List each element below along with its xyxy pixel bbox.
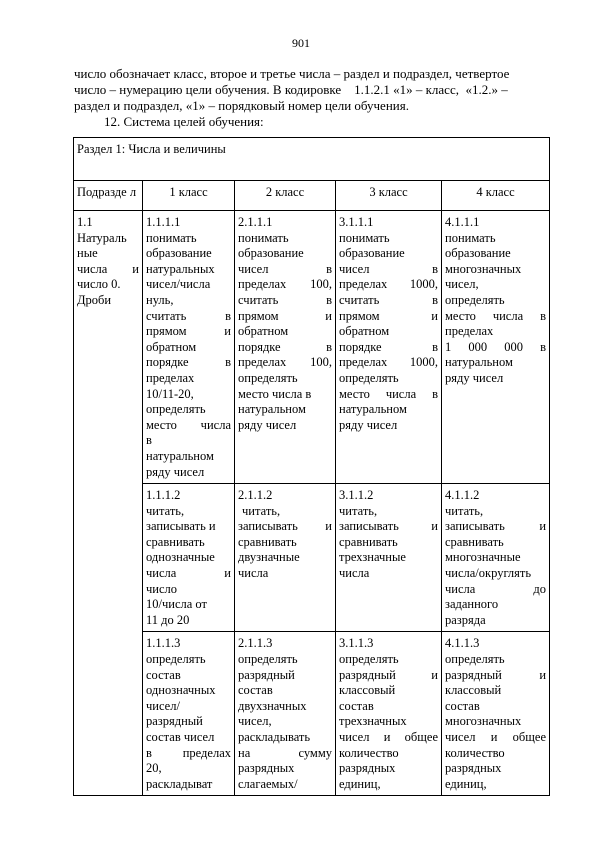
- goal-text-line: читать,: [146, 503, 185, 518]
- goal-text-line: трехзначные: [339, 550, 406, 565]
- goal-text-line: считать в: [146, 308, 231, 323]
- goal-text-line: 10/числа от: [146, 597, 207, 612]
- goal-text-line: раскладыват: [146, 776, 213, 791]
- goal-text-line: записывать и: [146, 519, 216, 534]
- learning-goals-table: [73, 137, 550, 796]
- goal-text-line: числа до: [445, 581, 547, 596]
- goal-cell: [336, 211, 442, 484]
- goal-cell: [235, 484, 336, 632]
- goal-text-line: чисел в: [339, 261, 438, 276]
- goal-text-line: прямом и: [238, 308, 332, 323]
- goal-text-line: состав: [445, 698, 480, 713]
- goal-text-line: в пределах: [146, 745, 231, 760]
- goal-text-line: в: [146, 433, 152, 448]
- goal-text-line: разрядных: [445, 761, 502, 776]
- goal-text-line: двухзначных: [238, 698, 307, 713]
- goal-text-line: чисел,: [238, 714, 272, 729]
- goal-text-line: сравнивать: [238, 534, 297, 549]
- goal-text-line: натуральном: [146, 448, 214, 463]
- goal-text-line: сравнивать: [339, 534, 398, 549]
- goal-text-line: порядке в: [146, 355, 231, 370]
- goal-text-line: прямом и: [339, 308, 438, 323]
- goal-text-line: состав чисел: [146, 730, 215, 744]
- goal-code: 2.1.1.1: [238, 215, 273, 229]
- goal-text-line: записывать и: [445, 519, 547, 534]
- goal-text-line: понимать: [339, 230, 390, 245]
- goal-text-line: разрядный: [146, 714, 203, 729]
- goal-text-line: сравнивать: [445, 534, 504, 549]
- goal-text-line: трехзначных: [339, 714, 407, 729]
- goal-text-line: состав: [238, 683, 273, 698]
- goal-text-line: пределах 100,: [238, 277, 332, 292]
- goal-text-line: нуль,: [146, 292, 174, 307]
- goal-cell: [235, 632, 336, 796]
- goal-text-line: определять: [146, 402, 206, 417]
- header-grade-2: 2 класс: [235, 181, 336, 211]
- goal-text-line: определять: [339, 652, 399, 667]
- goal-text-line: образование: [146, 246, 212, 261]
- goal-text-line: обратном: [339, 324, 390, 339]
- section-heading: 12. Система целей обучения:: [104, 114, 264, 129]
- goal-text-line: разрядных: [238, 761, 295, 776]
- header-subsection: Подразде л: [74, 181, 143, 211]
- goal-text-line: определять: [146, 652, 206, 667]
- goal-text-line: чисел,: [445, 277, 479, 292]
- goal-text-line: ряду чисел: [339, 417, 398, 432]
- intro-line: число – нумерацию цели обучения. В кодировке 1.1.2.1 «1» – класс, «1.2.» –: [74, 82, 508, 97]
- goal-text-line: порядке в: [238, 339, 332, 354]
- goal-text-line: двузначные: [238, 550, 300, 565]
- goal-text-line: обратном: [146, 339, 197, 354]
- goal-code: 1.1.1.3: [146, 636, 181, 651]
- goal-text-line: определять: [339, 370, 399, 385]
- subsection-line: ные: [77, 246, 98, 261]
- header-grade-1: 1 класс: [143, 181, 235, 211]
- goal-text-line: единиц,: [445, 776, 487, 791]
- goal-text-line: место числа в: [445, 308, 547, 323]
- goal-code: 3.1.1.2: [339, 488, 374, 503]
- goal-text-line: разрядный и: [339, 667, 438, 682]
- goal-text-line: 11 до 20: [146, 612, 190, 627]
- goal-text-line: на сумму: [238, 745, 332, 760]
- goal-text-line: понимать: [238, 230, 289, 245]
- goal-text-line: многозначных: [445, 714, 522, 729]
- subsection-line: число 0.: [77, 277, 121, 292]
- goal-cell: [442, 632, 550, 796]
- goal-cell: [235, 211, 336, 484]
- header-grade-3: 3 класс: [336, 181, 442, 211]
- page-number: 901: [292, 36, 310, 50]
- goal-text-line: определять: [238, 370, 298, 385]
- goal-text-line: натуральном: [339, 402, 407, 417]
- goal-cell: [442, 484, 550, 632]
- goal-text-line: ряду чисел: [445, 370, 504, 385]
- goal-text-line: записывать и: [238, 519, 332, 534]
- header-row: [74, 181, 550, 211]
- goal-text-line: пределах: [445, 324, 494, 339]
- table-row: [74, 632, 550, 796]
- goal-text-line: чисел в: [238, 261, 332, 276]
- table-row: [74, 484, 550, 632]
- subsection-line: 1.1: [77, 215, 93, 229]
- goal-text-line: чисел/числа: [146, 277, 211, 292]
- goal-text-line: понимать: [146, 230, 197, 245]
- intro-line: раздел и подраздел, «1» – порядковый номер цели обучения.: [74, 98, 409, 113]
- goal-text-line: количество: [339, 745, 399, 760]
- goal-text-line: место числа в: [238, 386, 312, 401]
- goal-text-line: определять: [238, 652, 298, 667]
- goal-text-line: чисел/: [146, 698, 180, 713]
- goal-text-line: классовый: [339, 683, 396, 698]
- goal-text-line: натуральном: [445, 355, 513, 370]
- goal-text-line: состав: [339, 698, 374, 713]
- intro-paragraph: [74, 66, 548, 130]
- goal-text-line: порядке в: [339, 339, 438, 354]
- goal-text-line: считать в: [339, 292, 438, 307]
- subsection-line: Дроби: [77, 292, 112, 307]
- goal-text-line: разрядный и: [445, 667, 547, 682]
- goal-code: 2.1.1.3: [238, 636, 273, 651]
- goal-text-line: число: [146, 581, 178, 596]
- subsection-line: числа и: [77, 261, 139, 276]
- goal-text-line: 1 000 000 в: [445, 339, 547, 354]
- goal-text-line: считать в: [238, 292, 332, 307]
- goal-cell: [143, 211, 235, 484]
- goal-cell: [336, 484, 442, 632]
- goal-code: 3.1.1.1: [339, 215, 374, 229]
- goal-text-line: чисел и общее: [339, 730, 438, 744]
- table-row: [74, 211, 550, 484]
- goal-text-line: обратном: [238, 324, 289, 339]
- goal-text-line: натуральном: [238, 402, 306, 417]
- goal-text-line: числа: [238, 566, 269, 581]
- goal-text-line: образование: [339, 246, 405, 261]
- goal-text-line: количество: [445, 745, 505, 760]
- goal-text-line: единиц,: [339, 776, 381, 791]
- goal-text-line: разрядный: [238, 667, 295, 682]
- goal-text-line: слагаемых/: [238, 776, 298, 791]
- intro-line: число обозначает класс, второе и третье числа – раздел и подраздел, четвертое: [74, 66, 510, 81]
- goal-text-line: многозначных: [445, 261, 522, 276]
- goal-text-line: числа и: [146, 566, 231, 581]
- goal-text-line: читать,: [445, 503, 484, 518]
- subsection-cell: [74, 211, 143, 796]
- goal-text-line: понимать: [445, 230, 496, 245]
- goal-text-line: образование: [445, 246, 511, 261]
- goal-code: 1.1.1.1: [146, 215, 181, 229]
- goal-cell: [442, 211, 550, 484]
- goal-code: 4.1.1.3: [445, 636, 480, 651]
- goal-text-line: читать,: [242, 503, 281, 518]
- goal-code: 2.1.1.2: [238, 488, 273, 503]
- goal-code: 3.1.1.3: [339, 636, 374, 651]
- section-row: [74, 138, 550, 181]
- goal-text-line: числа: [339, 566, 370, 581]
- goal-text-line: образование: [238, 246, 304, 261]
- goal-text-line: однозначные: [146, 550, 215, 565]
- goal-text-line: пределах 1000,: [339, 277, 438, 292]
- goal-text-line: разрядных: [339, 761, 396, 776]
- goal-cell: [143, 484, 235, 632]
- goal-text-line: натуральных: [146, 261, 215, 276]
- goal-text-line: место числа: [146, 417, 231, 432]
- goal-text-line: раскладывать: [238, 730, 311, 744]
- goal-text-line: 20,: [146, 761, 162, 776]
- goal-text-line: разряда: [445, 612, 486, 627]
- goal-text-line: чисел и общее: [445, 730, 547, 744]
- goal-text-line: пределах: [146, 370, 195, 385]
- goal-text-line: читать,: [339, 503, 378, 518]
- section-title: Раздел 1: Числа и величины: [74, 138, 550, 181]
- goal-text-line: определять: [445, 292, 505, 307]
- goal-text-line: определять: [445, 652, 505, 667]
- goal-text-line: сравнивать: [146, 534, 205, 549]
- goal-text-line: заданного: [445, 597, 499, 612]
- header-grade-4: 4 класс: [442, 181, 550, 211]
- goal-text-line: однозначных: [146, 683, 216, 698]
- goal-cell: [336, 632, 442, 796]
- goal-text-line: прямом и: [146, 324, 231, 339]
- goal-text-line: записывать и: [339, 519, 438, 534]
- goal-text-line: пределах 1000,: [339, 355, 438, 370]
- goal-text-line: пределах 100,: [238, 355, 332, 370]
- goal-text-line: ряду чисел: [238, 417, 297, 432]
- goal-text-line: 10/11-20,: [146, 386, 194, 401]
- goal-code: 1.1.1.2: [146, 488, 181, 503]
- goal-cell: [143, 632, 235, 796]
- goal-code: 4.1.1.2: [445, 488, 480, 503]
- subsection-line: Натураль: [77, 230, 127, 245]
- goal-text-line: состав: [146, 667, 181, 682]
- goal-text-line: многозначные: [445, 550, 521, 565]
- goal-text-line: место числа в: [339, 386, 438, 401]
- goal-code: 4.1.1.1: [445, 215, 480, 229]
- goal-text-line: числа/округлять: [445, 566, 532, 581]
- goal-text-line: классовый: [445, 683, 502, 698]
- goal-text-line: ряду чисел: [146, 464, 205, 479]
